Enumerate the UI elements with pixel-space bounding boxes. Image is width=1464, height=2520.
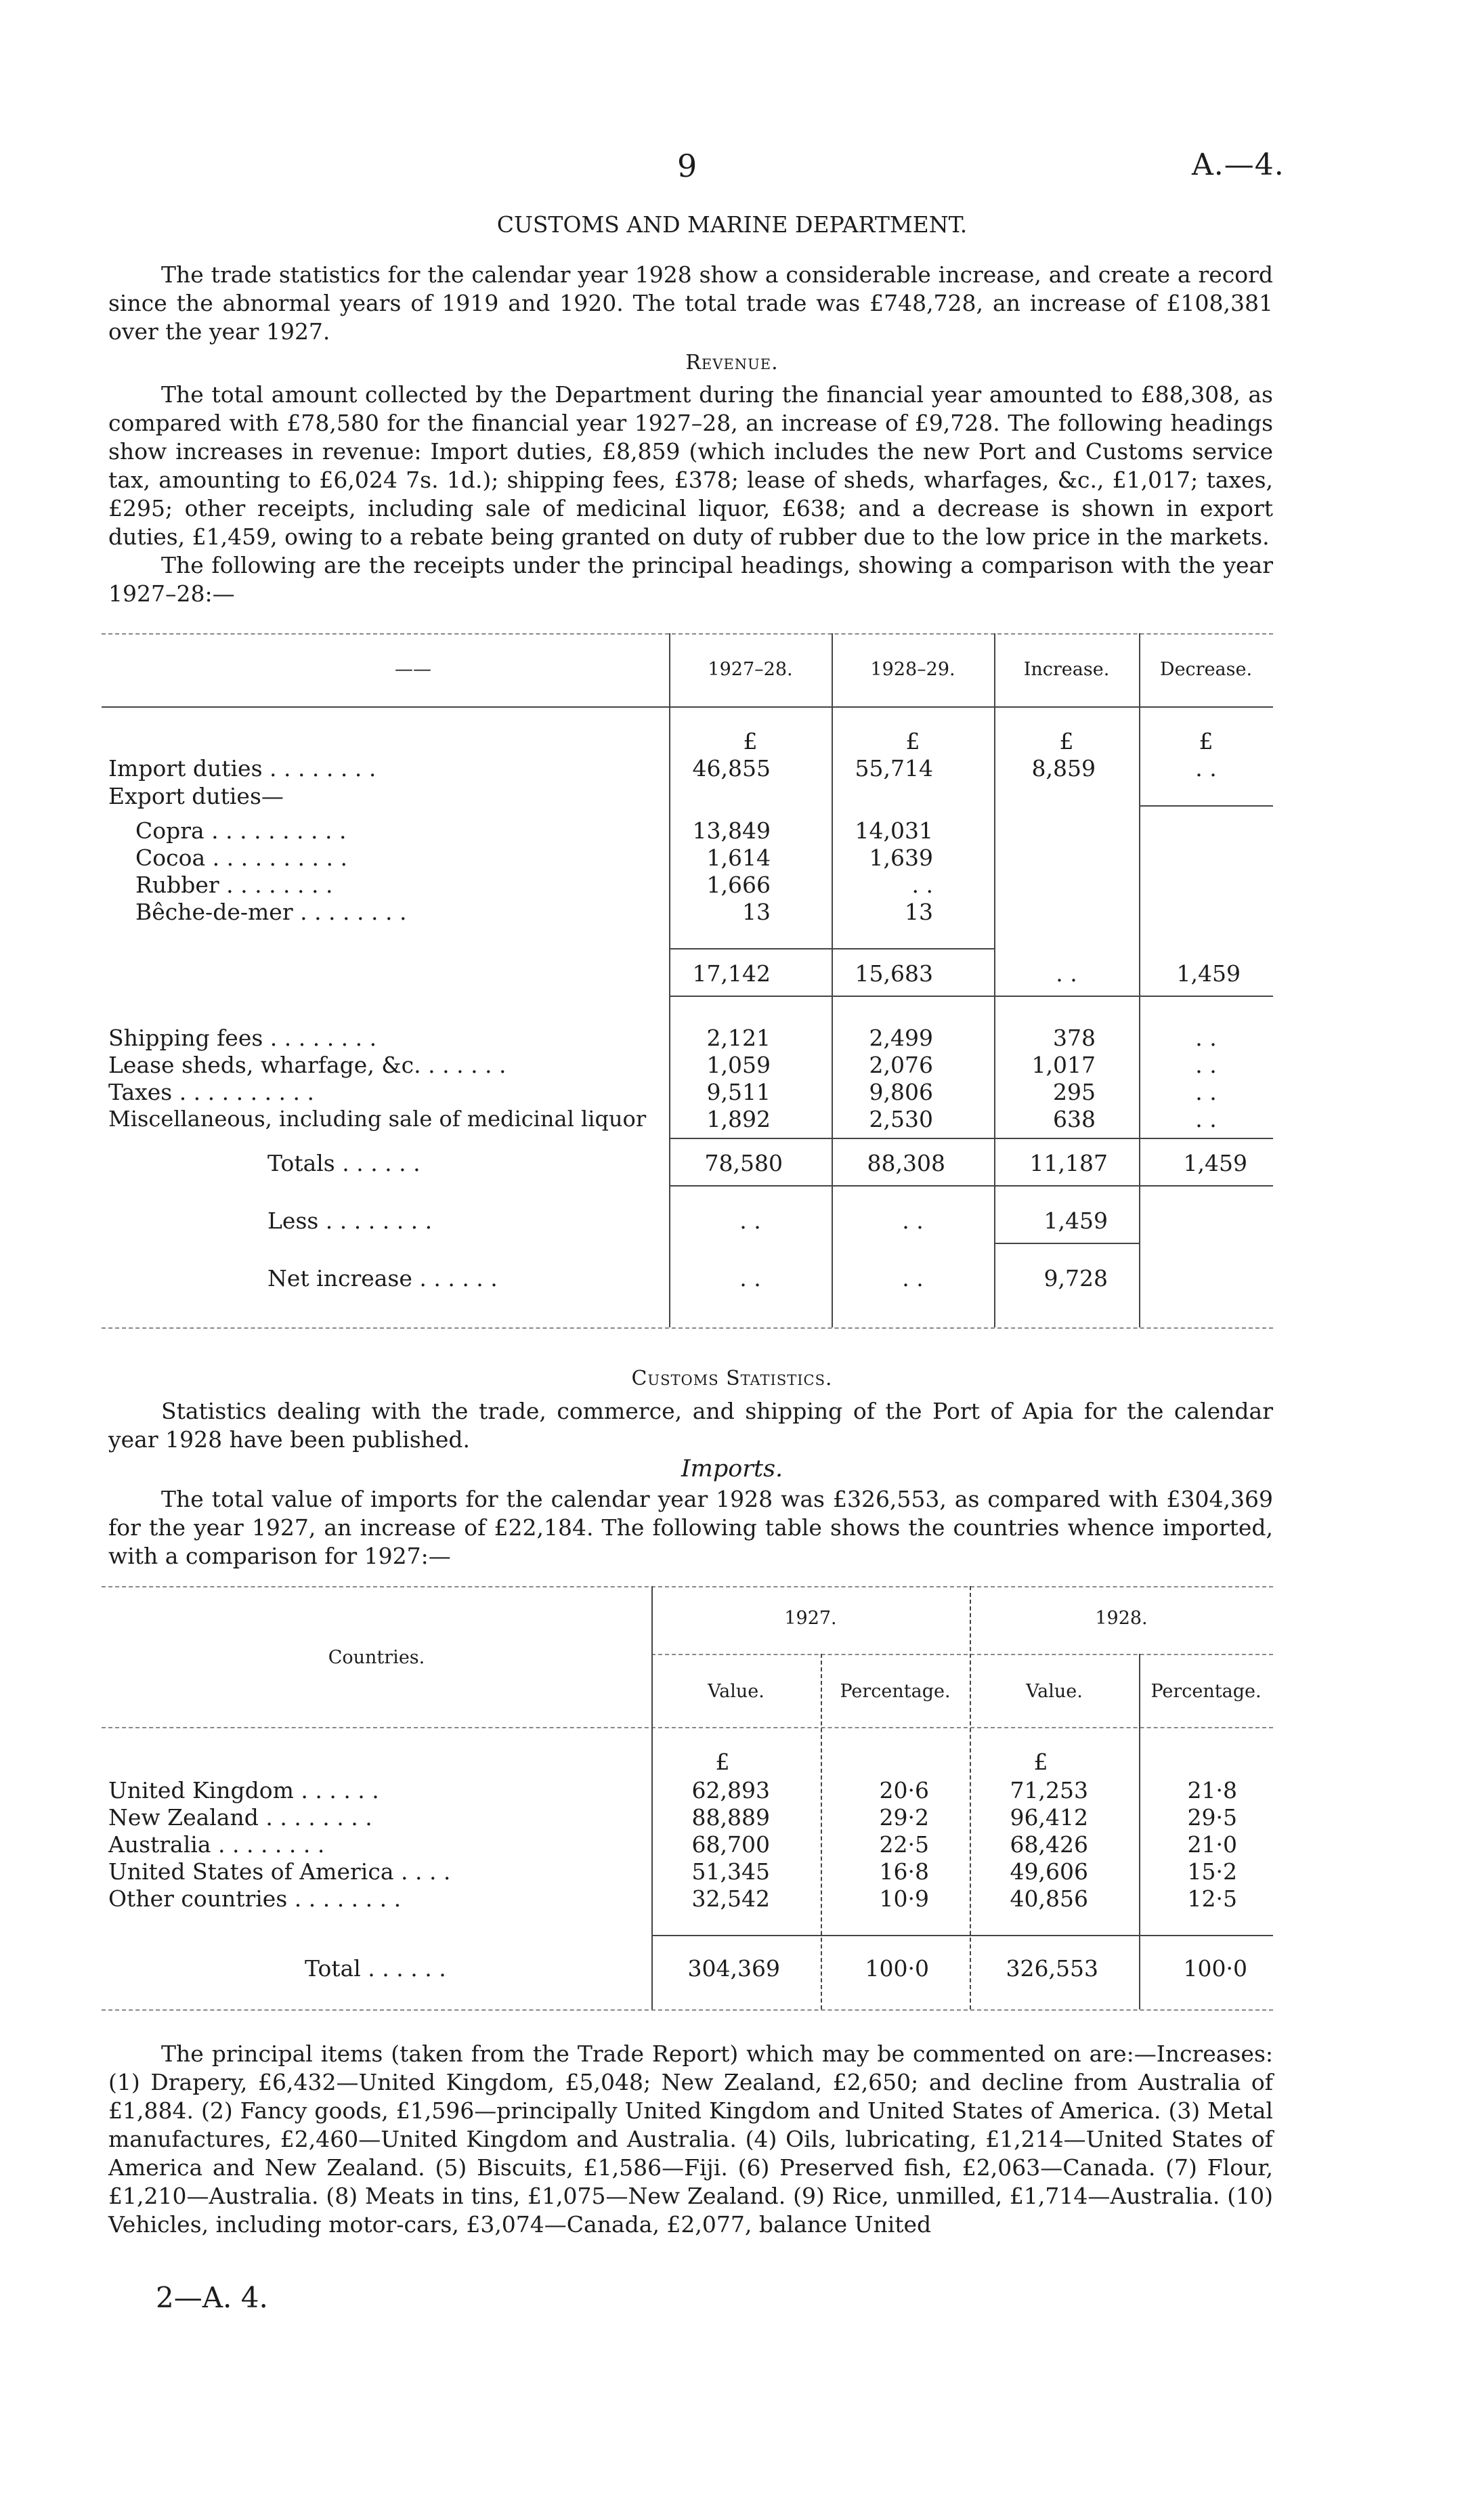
header-value-1927: Value. [708,1681,765,1702]
rule [669,1138,1273,1139]
revenue-paragraph [108,381,1273,551]
value-1928: 96,412 [1010,1804,1088,1831]
principal-items-text: The principal items (taken from the Trade Report) which may be commented on are:—Increases: (1) Drapery, £6,432—United Kingdom, £5,048; New Zealand, £2,650; and decline from Australia of £1,884. (2) Fancy goods, £1,596—principally United Kingdom and United States of America. (3) Metal manufactures, £2,460—United Kingdom and Australia. (4) Oils, lubricating, £1,214—United States of America and New Zealand. (5) Biscuits, £1,586—Fiji. (6) Preserved fish, £2,063—Canada. (7) Flour, £1,210—Australia. (8) Meats in tins, £1,075—New Zealand. (9) Rice, unmilled, £1,714—Australia. (10) Vehicles, including motor-cars, £3,074—Canada, £2,077, balance United [108,2041,1273,2238]
row-label: Miscellaneous, including sale of medicinal liquor [108,1106,647,1132]
row-label: Import duties . . . . . . . . [108,755,376,782]
cell-decrease: . . [1195,1079,1217,1105]
value-1928: 49,606 [1010,1858,1088,1885]
percentage-1927: 20·6 [879,1777,929,1803]
page-number: 9 [677,148,697,184]
principal-items-paragraph [108,2040,1273,2239]
value-1927: 62,893 [691,1777,770,1803]
row-label: Export duties— [108,783,284,809]
currency-symbol: £ [743,728,758,754]
cell-1928-29: 2,076 [869,1052,933,1078]
revenue-heading: Revenue. [685,351,779,375]
subtotal-decrease: 1,459 [1176,960,1241,987]
net-1928-29: . . [902,1265,924,1291]
row-label: Bêche-de-mer . . . . . . . . [135,899,407,925]
year-subheader-rule [651,1654,1273,1655]
page-header [0,148,1464,188]
rule [994,1243,1139,1244]
cell-1927-28: 13,849 [692,817,771,844]
header-decrease: Decrease. [1159,659,1253,680]
header-1927-28: 1927–28. [708,659,793,680]
subtotal-increase: . . [1056,960,1077,987]
country-label: Other countries . . . . . . . . [108,1885,402,1912]
customs-paragraph [108,1397,1273,1454]
percentage-1927: 22·5 [879,1831,929,1858]
cell-1928-29: 2,499 [869,1025,933,1051]
percentage-1927: 16·8 [879,1858,929,1885]
net-increase-label: Net increase . . . . . . [267,1265,498,1291]
table-header-rule [102,1727,1273,1728]
customs-text: Statistics dealing with the trade, commerce, and shipping of the Port of Apia for the calendar year 1928 have been published. [108,1398,1273,1453]
cell-1927-28: 9,511 [706,1079,771,1105]
country-label: Australia . . . . . . . . [108,1831,325,1858]
total-1927-28: 78,580 [704,1150,783,1176]
cell-1928-29: 13 [905,899,933,925]
rule [1139,805,1273,807]
subtotal-1927-28: 17,142 [692,960,771,987]
net-increase-value: 9,728 [1043,1265,1108,1291]
header-percentage-1928: Percentage. [1150,1681,1262,1702]
table-bottom-rule [102,1327,1273,1329]
table-header-rule [102,706,1273,708]
row-label: Shipping fees . . . . . . . . [108,1025,377,1051]
total-rule [651,1935,1273,1936]
revenue-text: The total amount collected by the Department during the financial year amounted to £88,308, as compared with £78,580 for the financial year 1927–28, an increase of £9,728. The following headings show increases in revenue: Import duties, £8,859 (which includes the new Port and Customs service tax, amounting to £6,024 7s. 1d.); shipping fees, £378; lease of sheds, wharfages, &c., £1,017; taxes, £295; other receipts, including sale of medicinal liquor, £638; and a decrease is shown in export duties, £1,459, owing to a rebate being granted on duty of rubber due to the low price in the markets. [108,381,1273,550]
value-1927: 88,889 [691,1804,770,1831]
cell-decrease: . . [1195,1025,1217,1051]
row-label: Copra . . . . . . . . . . [135,817,347,844]
header-1928-29: 1928–29. [870,659,955,680]
signature-mark: 2—A. 4. [156,2281,268,2314]
revenue-table [102,633,1273,1338]
total-value-1927: 304,369 [687,1955,780,1982]
cell-1927-28: 1,059 [706,1052,771,1078]
percentage-1928: 21·0 [1187,1831,1237,1858]
customs-statistics-heading: Customs Statistics. [631,1367,833,1390]
cell-1927-28: 46,855 [692,755,771,782]
cell-1928-29: . . [911,872,933,898]
cell-1928-29: 55,714 [855,755,933,782]
total-1928-29: 88,308 [867,1150,945,1176]
cell-1927-28: 1,892 [706,1106,771,1132]
header-increase: Increase. [1023,659,1110,680]
total-percentage-1928: 100·0 [1183,1955,1247,1982]
row-label: Cocoa . . . . . . . . . . [135,845,347,871]
cell-increase: 638 [1053,1106,1096,1132]
section-title: CUSTOMS AND MARINE DEPARTMENT. [496,211,968,238]
percentage-1928: 29·5 [1187,1804,1237,1831]
total-decrease: 1,459 [1183,1150,1247,1176]
percentage-1928: 21·8 [1187,1777,1237,1803]
currency-symbol: £ [1199,728,1213,754]
table-top-rule [102,633,1273,635]
value-1927: 68,700 [691,1831,770,1858]
total-increase: 11,187 [1029,1150,1108,1176]
cell-increase: 1,017 [1031,1052,1096,1078]
cell-1927-28: 1,666 [706,872,771,898]
document-reference: A.—4. [1192,148,1285,182]
percentage-1928: 15·2 [1187,1858,1237,1885]
cell-1928-29: 14,031 [855,817,933,844]
imports-table [102,1586,1273,2020]
net-1927-28: . . [739,1265,761,1291]
header-label: —— [395,659,431,680]
cell-increase: 378 [1053,1025,1096,1051]
imports-text: The total value of imports for the calendar year 1928 was £326,553, as compared with £304,369 for the year 1927, an increase of £22,184. The following table shows the countries whence imported, with a comparison for 1927:— [108,1486,1273,1569]
currency-symbol: £ [1033,1749,1048,1775]
intro-text: The trade statistics for the calendar year 1928 show a considerable increase, and create a record since the abnormal years of 1919 and 1920. The total trade was £748,728, an increase of £108,381 over the year 1927. [108,261,1273,345]
value-1928: 68,426 [1010,1831,1088,1858]
less-1927-28: . . [739,1208,761,1234]
total-percentage-1927: 100·0 [865,1955,929,1982]
total-label: Total . . . . . . [305,1955,446,1982]
rule [669,1185,1273,1187]
currency-symbol: £ [1059,728,1074,754]
percentage-1927: 29·2 [879,1804,929,1831]
cell-1928-29: 9,806 [869,1079,933,1105]
value-1928: 71,253 [1010,1777,1088,1803]
cell-1927-28: 13 [742,899,771,925]
value-1927: 32,542 [691,1885,770,1912]
row-label: Lease sheds, wharfage, &c. . . . . . . [108,1052,507,1078]
country-label: New Zealand . . . . . . . . [108,1804,372,1831]
less-increase: 1,459 [1043,1208,1108,1234]
cell-increase: 8,859 [1031,755,1096,782]
intro-paragraph [108,261,1273,346]
rule [669,948,994,949]
header-percentage-1927: Percentage. [840,1681,951,1702]
table-top-rule [102,1586,1273,1587]
header-countries: Countries. [328,1647,425,1668]
percentage-1928: 12·5 [1187,1885,1237,1912]
country-label: United States of America . . . . [108,1858,451,1885]
currency-symbol: £ [905,728,920,754]
total-value-1928: 326,553 [1006,1955,1098,1982]
row-label: Rubber . . . . . . . . [135,872,333,898]
cell-decrease: . . [1195,755,1217,782]
country-label: United Kingdom . . . . . . [108,1777,379,1803]
row-label: Taxes . . . . . . . . . . [108,1079,314,1105]
less-1928-29: . . [902,1208,924,1234]
header-1927: 1927. [784,1608,837,1629]
cell-decrease: . . [1195,1052,1217,1078]
cell-decrease: . . [1195,1106,1217,1132]
table-bottom-rule [102,2009,1273,2011]
cell-1927-28: 1,614 [706,845,771,871]
receipts-intro-text: The following are the receipts under the principal headings, showing a comparison with the year 1927–28:— [108,552,1273,607]
cell-1928-29: 1,639 [869,845,933,871]
header-1928: 1928. [1095,1608,1148,1629]
percentage-1927: 10·9 [879,1885,929,1912]
imports-heading: Imports. [681,1455,783,1482]
currency-symbol: £ [715,1749,730,1775]
cell-increase: 295 [1053,1079,1096,1105]
less-label: Less . . . . . . . . [267,1208,433,1234]
cell-1928-29: 2,530 [869,1106,933,1132]
value-1927: 51,345 [691,1858,770,1885]
subtotal-1928-29: 15,683 [855,960,933,987]
totals-label: Totals . . . . . . [267,1150,421,1176]
imports-paragraph [108,1485,1273,1571]
value-1928: 40,856 [1010,1885,1088,1912]
rule [669,996,1273,997]
cell-1927-28: 2,121 [706,1025,771,1051]
receipts-intro-paragraph [108,551,1273,608]
header-value-1928: Value. [1026,1681,1083,1702]
